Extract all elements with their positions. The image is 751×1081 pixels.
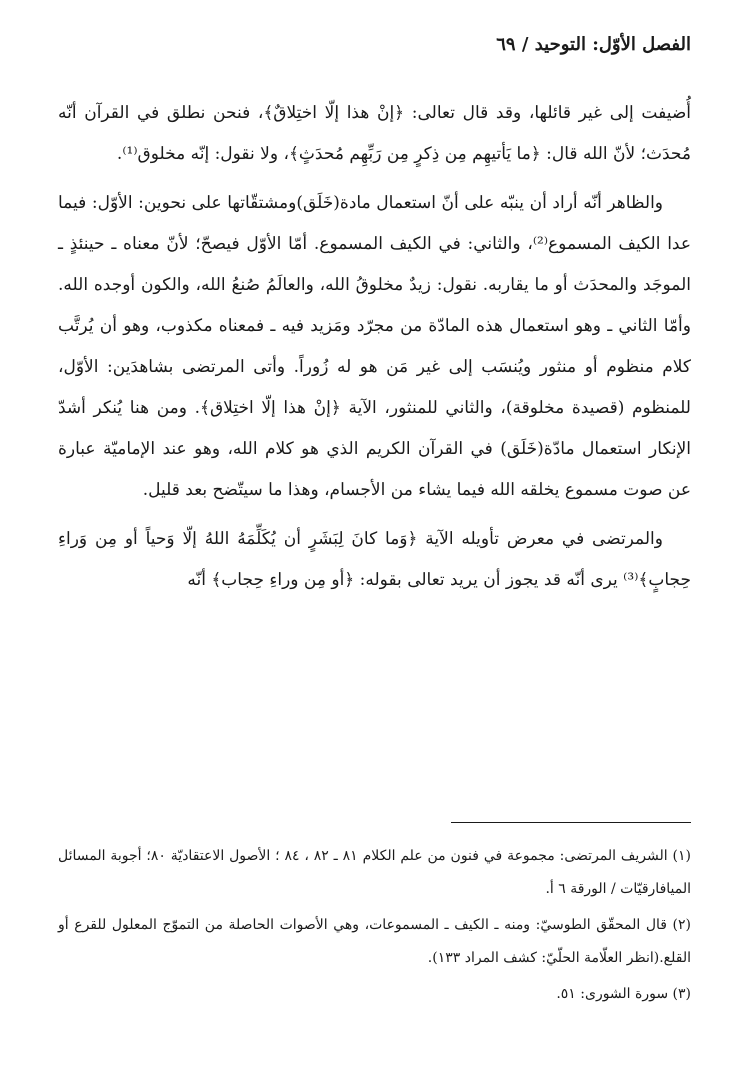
paragraph-3: والمرتضى في معرض تأويله الآية ﴿وَما كانَ لِبَشَرٍ أن يُكَلِّمَهُ اللهُ إلّا وَحياً أو مِن وَراءِ حِجابٍ﴾⁽³⁾ يرى أنّه قد يجوز أن يريد تعالى بقوله: ﴿أو مِن وراءِ حِجاب﴾ أنّه [58, 529, 691, 590]
body-text [58, 93, 691, 609]
paragraph-1: أُضيفت إلى غير قائلها، وقد قال تعالى: ﴿إنْ هذا إلّا اختِلاقٌ﴾، فنحن نطلق في القرآن أنّه مُحدَث؛ لأنّ الله قال: ﴿ما يَأتيهِم مِن ذِكرٍ مِن رَبِّهِم مُحدَثٍ﴾، ولا نقول: إنّه مخلوق⁽¹⁾. [58, 103, 691, 164]
footnotes [58, 840, 691, 1014]
running-head: الفصل الأوّل: التوحيد / ٦٩ [496, 34, 691, 55]
footnote-1: (١) الشريف المرتضى: مجموعة في فنون من علم الكلام ٨١ ـ ٨٢ ، ٨٤ ؛ الأصول الاعتقاديّة ٨٠؛ أجوبة المسائل الميافارقيّات / الورقة ٦ أ. [58, 848, 691, 897]
footnote-separator [451, 822, 691, 823]
footnote-2: (٢) قال المحقّق الطوسيّ: ومنه ـ الكيف ـ المسموعات، وهي الأصوات الحاصلة من التموّج المعلول للقرع أو القلع.(انظر العلّامة الحلّيّ: كشف المراد ١٣٣). [58, 917, 691, 966]
footnote-3: (٣) سورة الشورى: ٥١. [556, 986, 691, 1002]
paragraph-2: والظاهر أنّه أراد أن ينبّه على أنّ استعمال مادة(خَلَق)ومشتقّاتها على نحوين: الأوّل: فيما عدا الكيف المسموع⁽²⁾، والثاني: في الكيف المسموع. أمّا الأوّل فيصحّ؛ لأنّ معناه ـ حينئذٍ ـ الموجَد والمحدَث أو ما يقاربه. نقول: زيدٌ مخلوقُ الله، والعالَمُ صُنعُ الله، والكون أوجده الله. وأمّا الثاني ـ وهو استعمال هذه المادّة من مجرّد ومَزيد فيه ـ فمعناه مكذوب، وهو أن يُرتَّب كلام منظوم أو منثور ويُنسَب إلى غير مَن هو له زُوراً. وأتى المرتضى بشاهدَين: الأوّل، للمنظوم (قصيدة مخلوقة)، والثاني للمنثور، الآية ﴿إنْ هذا إلّا اختِلاق﴾. ومن هنا يُنكر أشدّ الإنكار استعمال مادّة(خَلَق) في القرآن الكريم الذي هو كلام الله، وهو عند الإماميّة عبارة عن صوت مسموع يخلقه الله فيما يشاء من الأجسام، وهذا ما سيتّضح بعد قليل. [58, 193, 691, 500]
